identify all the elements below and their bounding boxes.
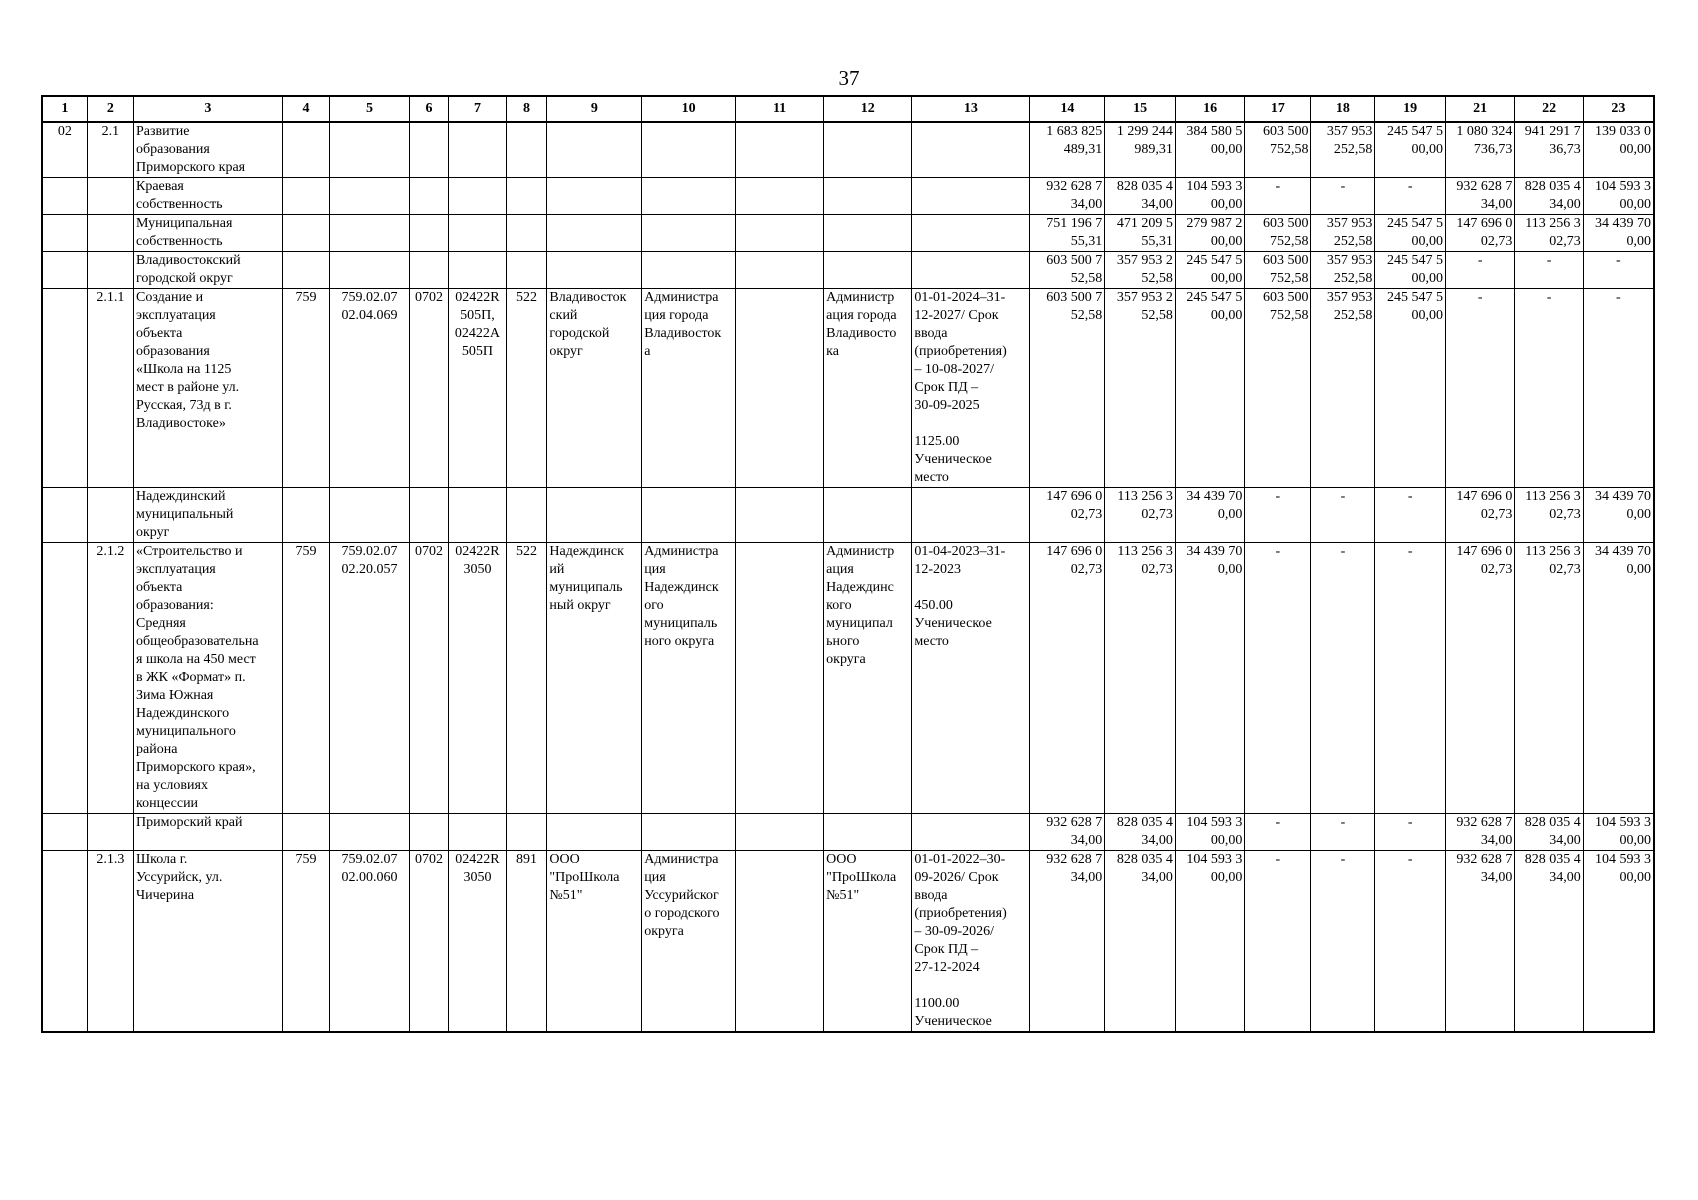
table-cell-col-2 [87,814,133,851]
column-header: 17 [1245,96,1311,122]
table-cell-col-15: 828 035 4 34,00 [1105,851,1176,1033]
table-cell-col-23: 104 593 3 00,00 [1583,851,1654,1033]
table-cell-col-21: - [1445,289,1514,488]
table-cell-col-17: 603 500 752,58 [1245,122,1311,178]
table-cell-col-23: 139 033 0 00,00 [1583,122,1654,178]
table-cell-col-22: - [1515,252,1583,289]
table-row [42,252,1654,289]
table-cell-col-14: 751 196 7 55,31 [1030,215,1105,252]
table-cell-col-15: 828 035 4 34,00 [1105,814,1176,851]
table-cell-col-13: 01-01-2022–30- 09-2026/ Срок ввода (приобретения) – 30-09-2026/ Срок ПД – 27-12-2024 1100.00 Ученическое [912,851,1030,1033]
table-cell-col-16: 104 593 3 00,00 [1175,851,1244,1033]
table-cell-col-12: Администр ация города Владивосто ка [824,289,912,488]
table-cell-col-21: 932 628 7 34,00 [1445,178,1514,215]
table-cell-col-9 [547,122,642,178]
column-header: 11 [735,96,823,122]
page-number: 37 [838,66,860,90]
table-cell-col-3: Краевая собственность [134,178,283,215]
table-cell-col-14: 147 696 0 02,73 [1030,543,1105,814]
table-cell-col-19: - [1375,814,1446,851]
table-cell-col-21: 1 080 324 736,73 [1445,122,1514,178]
table-cell-col-3: Развитие образования Приморского края [134,122,283,178]
table-cell-col-19: 245 547 5 00,00 [1375,252,1446,289]
column-header: 5 [330,96,409,122]
budget-table [41,95,1655,1033]
table-cell-col-9 [547,488,642,543]
header-row [42,96,1654,122]
column-header: 23 [1583,96,1654,122]
table-cell-col-15: 1 299 244 989,31 [1105,122,1176,178]
column-header: 10 [642,96,736,122]
table-cell-col-22: - [1515,289,1583,488]
table-cell-col-16: 245 547 5 00,00 [1175,252,1244,289]
table-cell-col-2 [87,252,133,289]
column-header: 3 [134,96,283,122]
table-cell-col-15: 828 035 4 34,00 [1105,178,1176,215]
table-cell-col-18: 357 953 252,58 [1311,252,1375,289]
table-cell-col-23: 104 593 3 00,00 [1583,814,1654,851]
table-cell-col-15: 357 953 2 52,58 [1105,289,1176,488]
column-header: 12 [824,96,912,122]
table-cell-col-3: Надеждинский муниципальный округ [134,488,283,543]
table-cell-col-13 [912,178,1030,215]
table-cell-col-5 [330,814,409,851]
table-cell-col-9 [547,814,642,851]
table-row [42,814,1654,851]
table-cell-col-1: 02 [42,122,87,178]
table-body [42,122,1654,1032]
table-cell-col-1 [42,543,87,814]
table-cell-col-5 [330,178,409,215]
table-cell-col-17: 603 500 752,58 [1245,289,1311,488]
table-cell-col-18: - [1311,488,1375,543]
table-cell-col-5 [330,122,409,178]
table-cell-col-4: 759 [282,851,329,1033]
table-cell-col-23: 104 593 3 00,00 [1583,178,1654,215]
table-cell-col-3: Создание и эксплуатация объекта образования «Школа на 1125 мест в районе ул. Русская, 73д в г. Владивостоке» [134,289,283,488]
table-cell-col-6 [409,215,449,252]
column-header: 7 [449,96,506,122]
table-cell-col-22: 941 291 7 36,73 [1515,122,1583,178]
table-cell-col-9 [547,252,642,289]
table-cell-col-17: - [1245,488,1311,543]
table-cell-col-8 [506,122,547,178]
table-cell-col-2: 2.1.3 [87,851,133,1033]
table-cell-col-3: «Строительство и эксплуатация объекта образования: Средняя общеобразовательна я школа на 450 мест в ЖК «Формат» п. Зима Южная Надеждинского муниципального района Приморского края», на условиях концессии [134,543,283,814]
table-cell-col-16: 384 580 5 00,00 [1175,122,1244,178]
table-cell-col-22: 113 256 3 02,73 [1515,215,1583,252]
table-cell-col-7 [449,178,506,215]
table-cell-col-4 [282,814,329,851]
table-cell-col-15: 471 209 5 55,31 [1105,215,1176,252]
table-cell-col-12: ООО "ПроШкола №51" [824,851,912,1033]
table-cell-col-11 [735,252,823,289]
table-cell-col-4 [282,252,329,289]
table-cell-col-13 [912,814,1030,851]
table-cell-col-22: 113 256 3 02,73 [1515,488,1583,543]
table-row [42,543,1654,814]
table-cell-col-17: - [1245,851,1311,1033]
table-cell-col-5: 759.02.07 02.04.069 [330,289,409,488]
table-cell-col-8 [506,252,547,289]
table-cell-col-11 [735,814,823,851]
table-cell-col-12 [824,215,912,252]
table-cell-col-18: - [1311,543,1375,814]
table-row [42,178,1654,215]
table-cell-col-18: 357 953 252,58 [1311,122,1375,178]
table-cell-col-2 [87,488,133,543]
column-header: 6 [409,96,449,122]
table-cell-col-21: 932 628 7 34,00 [1445,851,1514,1033]
table-cell-col-5: 759.02.07 02.00.060 [330,851,409,1033]
table-cell-col-4: 759 [282,543,329,814]
table-cell-col-10: Администра ция Уссурийског о городского округа [642,851,736,1033]
table-cell-col-13 [912,252,1030,289]
table-cell-col-8 [506,215,547,252]
table-cell-col-19: 245 547 5 00,00 [1375,215,1446,252]
table-cell-col-11 [735,122,823,178]
table-cell-col-16: 279 987 2 00,00 [1175,215,1244,252]
table-cell-col-14: 932 628 7 34,00 [1030,851,1105,1033]
table-cell-col-21: 147 696 0 02,73 [1445,215,1514,252]
table-cell-col-14: 1 683 825 489,31 [1030,122,1105,178]
table-cell-col-12 [824,178,912,215]
table-cell-col-8 [506,488,547,543]
table-cell-col-16: 104 593 3 00,00 [1175,814,1244,851]
table-cell-col-13 [912,215,1030,252]
table-cell-col-8 [506,814,547,851]
table-cell-col-14: 603 500 7 52,58 [1030,289,1105,488]
table-cell-col-11 [735,215,823,252]
column-header: 2 [87,96,133,122]
table-cell-col-8: 522 [506,543,547,814]
table-cell-col-5 [330,488,409,543]
column-header: 22 [1515,96,1583,122]
table-cell-col-18: - [1311,814,1375,851]
column-header: 8 [506,96,547,122]
table-cell-col-1 [42,178,87,215]
table-cell-col-1 [42,851,87,1033]
table-cell-col-17: - [1245,543,1311,814]
table-cell-col-6: 0702 [409,543,449,814]
table-cell-col-17: 603 500 752,58 [1245,215,1311,252]
table-cell-col-1 [42,289,87,488]
table-cell-col-19: 245 547 5 00,00 [1375,122,1446,178]
table-cell-col-7: 02422R 505П, 02422А 505П [449,289,506,488]
table-cell-col-5: 759.02.07 02.20.057 [330,543,409,814]
table-cell-col-17: - [1245,814,1311,851]
table-row [42,122,1654,178]
table-cell-col-11 [735,488,823,543]
table-cell-col-19: - [1375,488,1446,543]
table-cell-col-12 [824,814,912,851]
table-cell-col-16: 34 439 70 0,00 [1175,543,1244,814]
table-cell-col-4 [282,215,329,252]
table-cell-col-23: - [1583,289,1654,488]
table-cell-col-4: 759 [282,289,329,488]
column-header: 19 [1375,96,1446,122]
table-cell-col-6: 0702 [409,289,449,488]
table-cell-col-2: 2.1.1 [87,289,133,488]
table-cell-col-10 [642,215,736,252]
table-cell-col-7 [449,215,506,252]
table-cell-col-11 [735,543,823,814]
table-cell-col-21: 147 696 0 02,73 [1445,488,1514,543]
table-cell-col-6 [409,488,449,543]
table-cell-col-19: - [1375,178,1446,215]
table-cell-col-2 [87,178,133,215]
table-cell-col-2 [87,215,133,252]
table-cell-col-11 [735,851,823,1033]
table-cell-col-8: 522 [506,289,547,488]
table-row [42,289,1654,488]
table-cell-col-14: 147 696 0 02,73 [1030,488,1105,543]
table-cell-col-6 [409,178,449,215]
column-header: 16 [1175,96,1244,122]
table-cell-col-1 [42,215,87,252]
table-cell-col-21: 147 696 0 02,73 [1445,543,1514,814]
table-cell-col-17: - [1245,178,1311,215]
table-cell-col-3: Владивостокский городской округ [134,252,283,289]
table-cell-col-9 [547,215,642,252]
table-cell-col-19: - [1375,543,1446,814]
table-cell-col-10: Администра ция Надеждинск ого муниципаль ного округа [642,543,736,814]
column-header: 13 [912,96,1030,122]
table-row [42,851,1654,1033]
table-cell-col-16: 34 439 70 0,00 [1175,488,1244,543]
table-cell-col-7 [449,122,506,178]
table-cell-col-6 [409,814,449,851]
table-cell-col-5 [330,252,409,289]
table-cell-col-21: 932 628 7 34,00 [1445,814,1514,851]
table-cell-col-3: Школа г. Уссурийск, ул. Чичерина [134,851,283,1033]
column-header: 14 [1030,96,1105,122]
table-cell-col-9: Надеждинск ий муниципаль ный округ [547,543,642,814]
table-cell-col-12: Администр ация Надеждинс кого муниципал ьного округа [824,543,912,814]
table-cell-col-22: 828 035 4 34,00 [1515,178,1583,215]
table-cell-col-23: - [1583,252,1654,289]
table-cell-col-22: 828 035 4 34,00 [1515,851,1583,1033]
table-cell-col-22: 113 256 3 02,73 [1515,543,1583,814]
table-cell-col-3: Муниципальная собственность [134,215,283,252]
column-header: 9 [547,96,642,122]
table-cell-col-22: 828 035 4 34,00 [1515,814,1583,851]
table-cell-col-19: 245 547 5 00,00 [1375,289,1446,488]
table-cell-col-4 [282,488,329,543]
table-cell-col-1 [42,252,87,289]
table-cell-col-18: - [1311,851,1375,1033]
table-cell-col-7: 02422R 3050 [449,543,506,814]
table-cell-col-15: 113 256 3 02,73 [1105,543,1176,814]
table-cell-col-5 [330,215,409,252]
column-header: 21 [1445,96,1514,122]
column-header: 1 [42,96,87,122]
table-cell-col-11 [735,178,823,215]
table-cell-col-10: Администра ция города Владивосток а [642,289,736,488]
table-cell-col-9: ООО "ПроШкола №51" [547,851,642,1033]
table-cell-col-10 [642,814,736,851]
table-header [42,96,1654,122]
table-cell-col-13: 01-04-2023–31- 12-2023 450.00 Ученическое место [912,543,1030,814]
table-cell-col-6 [409,252,449,289]
table-cell-col-18: 357 953 252,58 [1311,289,1375,488]
table-cell-col-15: 113 256 3 02,73 [1105,488,1176,543]
table-cell-col-15: 357 953 2 52,58 [1105,252,1176,289]
table-cell-col-10 [642,178,736,215]
table-cell-col-9: Владивосток ский городской округ [547,289,642,488]
table-cell-col-1 [42,488,87,543]
table-cell-col-23: 34 439 70 0,00 [1583,543,1654,814]
table-cell-col-3: Приморский край [134,814,283,851]
column-header: 15 [1105,96,1176,122]
table-cell-col-1 [42,814,87,851]
table-cell-col-7 [449,488,506,543]
table-cell-col-19: - [1375,851,1446,1033]
table-cell-col-12 [824,122,912,178]
table-cell-col-10 [642,122,736,178]
table-cell-col-6: 0702 [409,851,449,1033]
table-cell-col-10 [642,252,736,289]
table-cell-col-16: 245 547 5 00,00 [1175,289,1244,488]
table-cell-col-18: - [1311,178,1375,215]
table-cell-col-9 [547,178,642,215]
table-cell-col-7 [449,814,506,851]
table-cell-col-18: 357 953 252,58 [1311,215,1375,252]
table-cell-col-14: 932 628 7 34,00 [1030,178,1105,215]
table-row [42,215,1654,252]
table-cell-col-13 [912,488,1030,543]
table-cell-col-17: 603 500 752,58 [1245,252,1311,289]
table-cell-col-11 [735,289,823,488]
table-cell-col-13: 01-01-2024–31- 12-2027/ Срок ввода (приобретения) – 10-08-2027/ Срок ПД – 30-09-2025 1125.00 Ученическое место [912,289,1030,488]
table-cell-col-4 [282,122,329,178]
table-cell-col-16: 104 593 3 00,00 [1175,178,1244,215]
table-cell-col-23: 34 439 70 0,00 [1583,488,1654,543]
table-cell-col-14: 932 628 7 34,00 [1030,814,1105,851]
column-header: 4 [282,96,329,122]
table-cell-col-21: - [1445,252,1514,289]
table-cell-col-23: 34 439 70 0,00 [1583,215,1654,252]
table-cell-col-12 [824,252,912,289]
table-cell-col-6 [409,122,449,178]
table-cell-col-12 [824,488,912,543]
table-cell-col-2: 2.1 [87,122,133,178]
table-cell-col-8 [506,178,547,215]
table-cell-col-14: 603 500 7 52,58 [1030,252,1105,289]
table-cell-col-10 [642,488,736,543]
table-cell-col-8: 891 [506,851,547,1033]
column-header: 18 [1311,96,1375,122]
table-cell-col-7: 02422R 3050 [449,851,506,1033]
table-cell-col-4 [282,178,329,215]
table-cell-col-2: 2.1.2 [87,543,133,814]
table-row [42,488,1654,543]
table-cell-col-13 [912,122,1030,178]
table-cell-col-7 [449,252,506,289]
